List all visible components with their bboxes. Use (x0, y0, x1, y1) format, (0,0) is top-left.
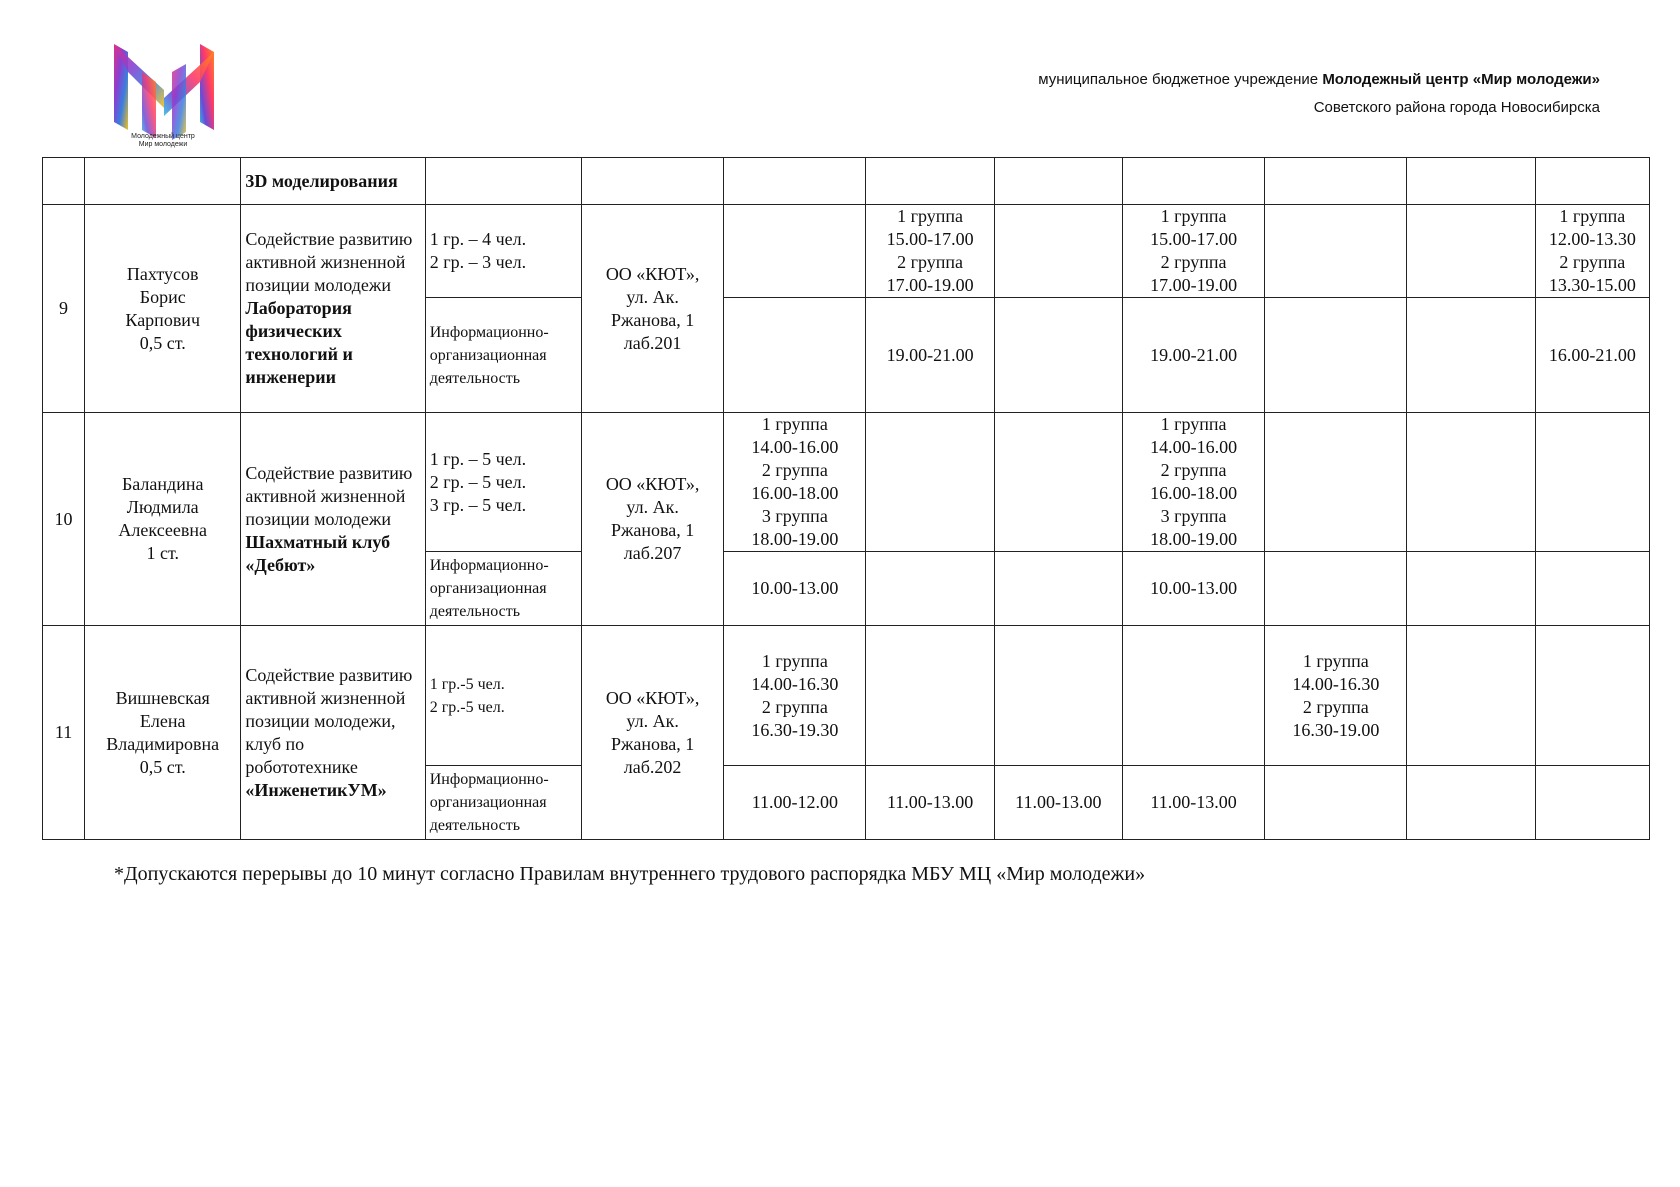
table-row (43, 158, 1650, 205)
location-cell: ОО «КЮТ», ул. Ак. Ржанова, 1 лаб.207 (581, 413, 723, 626)
info-cell: Информационно-организационная деятельность (425, 298, 581, 413)
row-number: 10 (43, 413, 85, 626)
schedule-cell (1265, 413, 1407, 552)
schedule-cell (1407, 552, 1535, 626)
schedule-cell (1535, 766, 1649, 840)
schedule-cell (1407, 766, 1535, 840)
groups-cell: 1 гр. – 4 чел. 2 гр. – 3 чел. (425, 205, 581, 298)
schedule-cell: 1 группа 15.00-17.00 2 группа 17.00-19.00 (866, 205, 994, 298)
schedule-cell (724, 298, 866, 413)
groups-cell: 1 гр.-5 чел. 2 гр.-5 чел. (425, 626, 581, 766)
org-name: Молодежный центр «Мир молодежи» (1322, 71, 1600, 88)
footnote: *Допускаются перерывы до 10 минут согласно Правилам внутреннего трудового распорядка МБУ МЦ «Мир молодежи» (114, 863, 1146, 885)
schedule-cell (866, 626, 994, 766)
schedule-cell (994, 413, 1122, 552)
district-line: Советского района города Новосибирска (1313, 99, 1600, 116)
schedule-cell: 11.00-12.00 (724, 766, 866, 840)
schedule-cell (994, 298, 1122, 413)
schedule-cell: 19.00-21.00 (1122, 298, 1264, 413)
table-row (43, 413, 1650, 552)
org-line: муниципальное бюджетное учреждение Молодежный центр «Мир молодежи» (1038, 71, 1600, 88)
activity-cell: Содействие развитию активной жизненной позиции молодежи Шахматный клуб «Дебют» (241, 413, 425, 626)
row-number: 11 (43, 626, 85, 840)
location-cell: ОО «КЮТ», ул. Ак. Ржанова, 1 лаб.201 (581, 205, 723, 413)
schedule-cell: 1 группа 15.00-17.00 2 группа 17.00-19.00 (1122, 205, 1264, 298)
schedule-cell (866, 413, 994, 552)
schedule-cell (1535, 552, 1649, 626)
schedule-cell (1265, 298, 1407, 413)
schedule-cell (994, 626, 1122, 766)
schedule-cell: 10.00-13.00 (724, 552, 866, 626)
info-cell: Информационно-организационная деятельность (425, 552, 581, 626)
schedule-cell: 11.00-13.00 (1122, 766, 1264, 840)
person-cell: Пахтусов Борис Карпович 0,5 ст. (85, 205, 241, 413)
schedule-cell (1122, 626, 1264, 766)
schedule-cell: 1 группа 12.00-13.30 2 группа 13.30-15.00 (1535, 205, 1649, 298)
schedule-cell: 1 группа 14.00-16.00 2 группа 16.00-18.00 3 группа 18.00-19.00 (724, 413, 866, 552)
schedule-cell (1407, 413, 1535, 552)
table-row (43, 205, 1650, 298)
activity-cell: Содействие развитию активной жизненной позиции молодежи, клуб по робототехнике «ИнженетикУМ» (241, 626, 425, 840)
schedule-cell (1265, 766, 1407, 840)
schedule-cell (1407, 298, 1535, 413)
schedule-cell (1535, 413, 1649, 552)
activity-cell: Содействие развитию активной жизненной позиции молодежи Лаборатория физических технологий и инженерии (241, 205, 425, 413)
schedule-cell (1535, 626, 1649, 766)
schedule-cell (1407, 626, 1535, 766)
row-number: 9 (43, 205, 85, 413)
info-cell: Информационно-организационная деятельность (425, 766, 581, 840)
schedule-cell (1265, 552, 1407, 626)
schedule-cell: 11.00-13.00 (994, 766, 1122, 840)
table-row (43, 626, 1650, 766)
schedule-cell: 11.00-13.00 (866, 766, 994, 840)
schedule-cell: 1 группа 14.00-16.30 2 группа 16.30-19.30 (724, 626, 866, 766)
schedule-cell (1265, 205, 1407, 298)
schedule-cell: 10.00-13.00 (1122, 552, 1264, 626)
schedule-cell: 1 группа 14.00-16.30 2 группа 16.30-19.00 (1265, 626, 1407, 766)
schedule-cell: 1 группа 14.00-16.00 2 группа 16.00-18.00 3 группа 18.00-19.00 (1122, 413, 1264, 552)
person-cell: Вишневская Елена Владимировна 0,5 ст. (85, 626, 241, 840)
person-cell: Баландина Людмила Алексеевна 1 ст. (85, 413, 241, 626)
schedule-table (42, 157, 1650, 840)
schedule-cell (994, 205, 1122, 298)
schedule-cell (724, 205, 866, 298)
page-header (1038, 66, 1600, 122)
location-cell: ОО «КЮТ», ул. Ак. Ржанова, 1 лаб.202 (581, 626, 723, 840)
schedule-cell: 19.00-21.00 (866, 298, 994, 413)
schedule-cell (1407, 205, 1535, 298)
schedule-cell (866, 552, 994, 626)
schedule-cell: 16.00-21.00 (1535, 298, 1649, 413)
activity-cell: 3D моделирования (241, 158, 425, 205)
schedule-cell (994, 552, 1122, 626)
groups-cell: 1 гр. – 5 чел. 2 гр. – 5 чел. 3 гр. – 5 чел. (425, 413, 581, 552)
logo-caption: Молодежный центр Мир молодежи (131, 133, 195, 148)
